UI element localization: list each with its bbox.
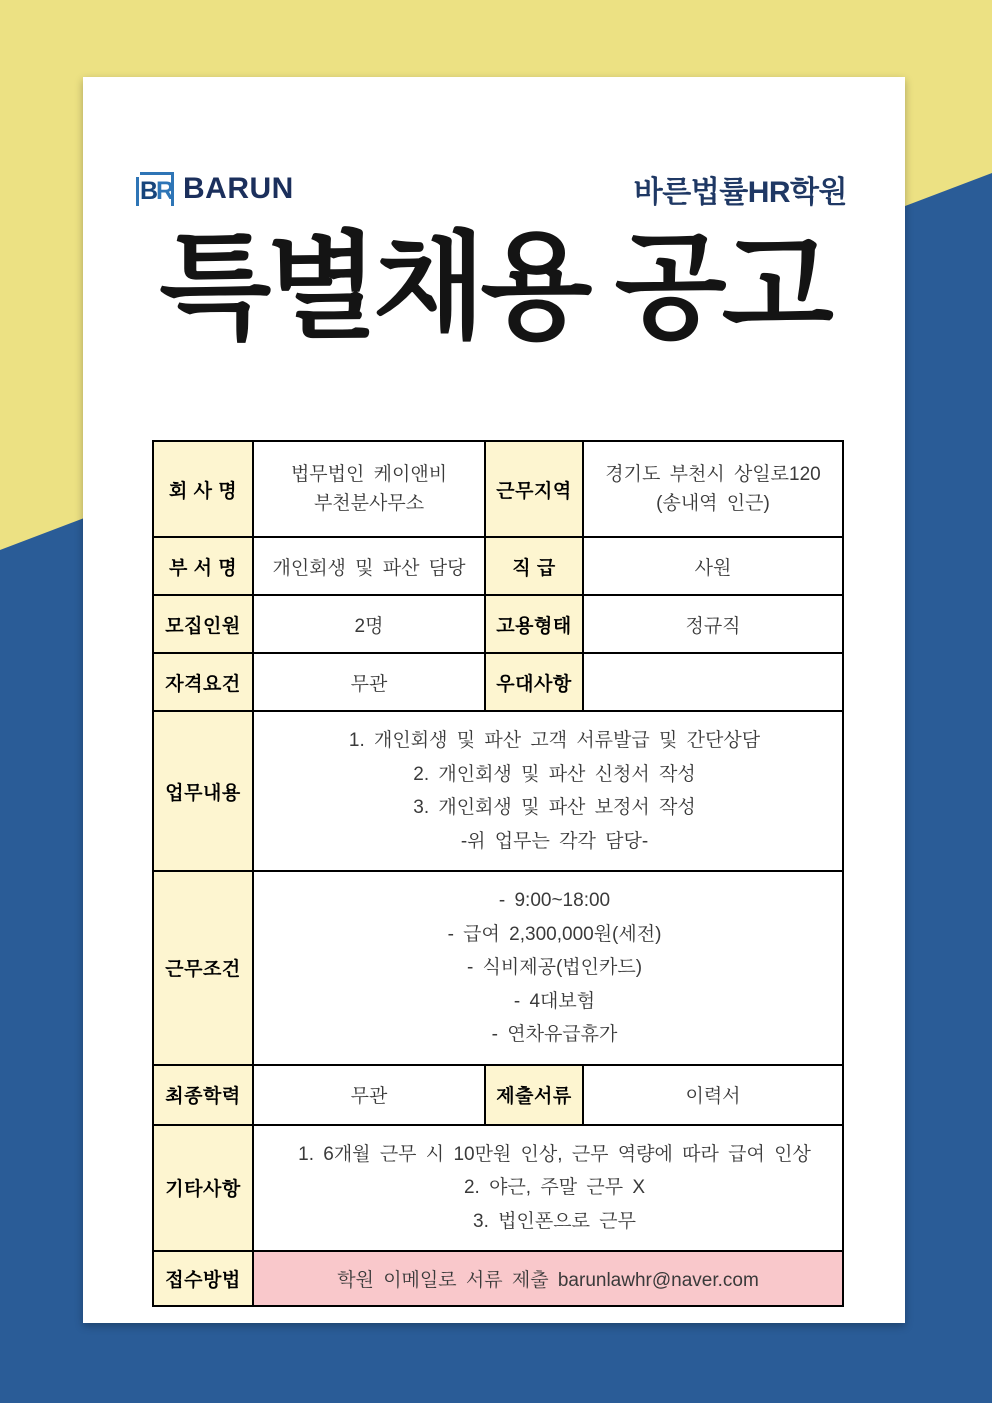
label-qualification: 자격요건 <box>153 653 253 711</box>
table-row-department <box>153 537 843 595</box>
label-education: 최종학력 <box>153 1065 253 1125</box>
label-other-notes: 기타사항 <box>153 1125 253 1252</box>
poster-header <box>140 167 847 211</box>
work-condition-line: - 4대보험 <box>513 990 596 1012</box>
table-row-education <box>153 1065 843 1125</box>
logo-letter-r: R <box>156 176 173 205</box>
other-note-line: 3. 법인폰으로 근무 <box>473 1210 636 1232</box>
value-qualification: 무관 <box>253 653 485 711</box>
label-department: 부 서 명 <box>153 537 253 595</box>
poster-card <box>83 77 905 1323</box>
label-job-duties: 업무내용 <box>153 711 253 871</box>
label-application-method: 접수방법 <box>153 1251 253 1306</box>
label-work-conditions: 근무조건 <box>153 871 253 1065</box>
job-table <box>152 440 844 1307</box>
table-row-headcount <box>153 595 843 653</box>
table-row-qualification <box>153 653 843 711</box>
label-documents: 제출서류 <box>485 1065 583 1125</box>
table-row-application-method <box>153 1251 843 1306</box>
value-company-name: 법무법인 케이앤비 부천분사무소 <box>253 441 485 537</box>
job-duty-line: 1. 개인회생 및 파산 고객 서류발급 및 간단상담 <box>348 730 761 751</box>
label-headcount: 모집인원 <box>153 595 253 653</box>
poster-title: 특별채용 공고 <box>159 222 829 352</box>
value-job-duties <box>253 711 843 871</box>
table-row-company <box>153 441 843 537</box>
table-row-job-duties <box>153 711 843 871</box>
value-department: 개인회생 및 파산 담당 <box>253 537 485 595</box>
value-headcount: 2명 <box>253 595 485 653</box>
value-education: 무관 <box>253 1065 485 1125</box>
job-duty-line: -위 업무는 각각 담당- <box>460 830 649 852</box>
work-condition-line: - 급여 2,300,000원(세전) <box>447 923 662 945</box>
value-other-notes <box>253 1125 843 1252</box>
table-row-other-notes <box>153 1125 843 1252</box>
academy-name: 바른법률HR학원 <box>633 176 847 209</box>
value-preference <box>583 653 843 711</box>
label-company-name: 회 사 명 <box>153 441 253 537</box>
value-application-method: 학원 이메일로 서류 제출 barunlawhr@naver.com <box>253 1251 843 1306</box>
barun-logo <box>140 172 294 206</box>
label-employment-type: 고용형태 <box>485 595 583 653</box>
label-preference: 우대사항 <box>485 653 583 711</box>
label-position: 직 급 <box>485 537 583 595</box>
label-work-location: 근무지역 <box>485 441 583 537</box>
other-note-line: 2. 야근, 주말 근무 X <box>463 1177 646 1198</box>
value-employment-type: 정규직 <box>583 595 843 653</box>
barun-logo-icon <box>140 172 174 206</box>
value-position: 사원 <box>583 537 843 595</box>
logo-letter-b: B <box>136 177 156 206</box>
table-row-work-conditions <box>153 871 843 1065</box>
value-work-conditions <box>253 871 843 1065</box>
work-condition-line: - 9:00~18:00 <box>498 890 611 911</box>
work-condition-line: - 연차유급휴가 <box>491 1024 618 1045</box>
other-note-line: 1. 6개월 근무 시 10만원 인상, 근무 역량에 따라 급여 인상 <box>298 1143 811 1165</box>
value-documents: 이력서 <box>583 1065 843 1125</box>
work-condition-line: - 식비제공(법인카드) <box>466 957 643 978</box>
job-duty-line: 2. 개인회생 및 파산 신청서 작성 <box>413 763 696 785</box>
barun-logo-text: BARUN <box>183 172 294 205</box>
job-duty-line: 3. 개인회생 및 파산 보정서 작성 <box>413 797 696 818</box>
value-work-location: 경기도 부천시 상일로120 (송내역 인근) <box>583 441 843 537</box>
